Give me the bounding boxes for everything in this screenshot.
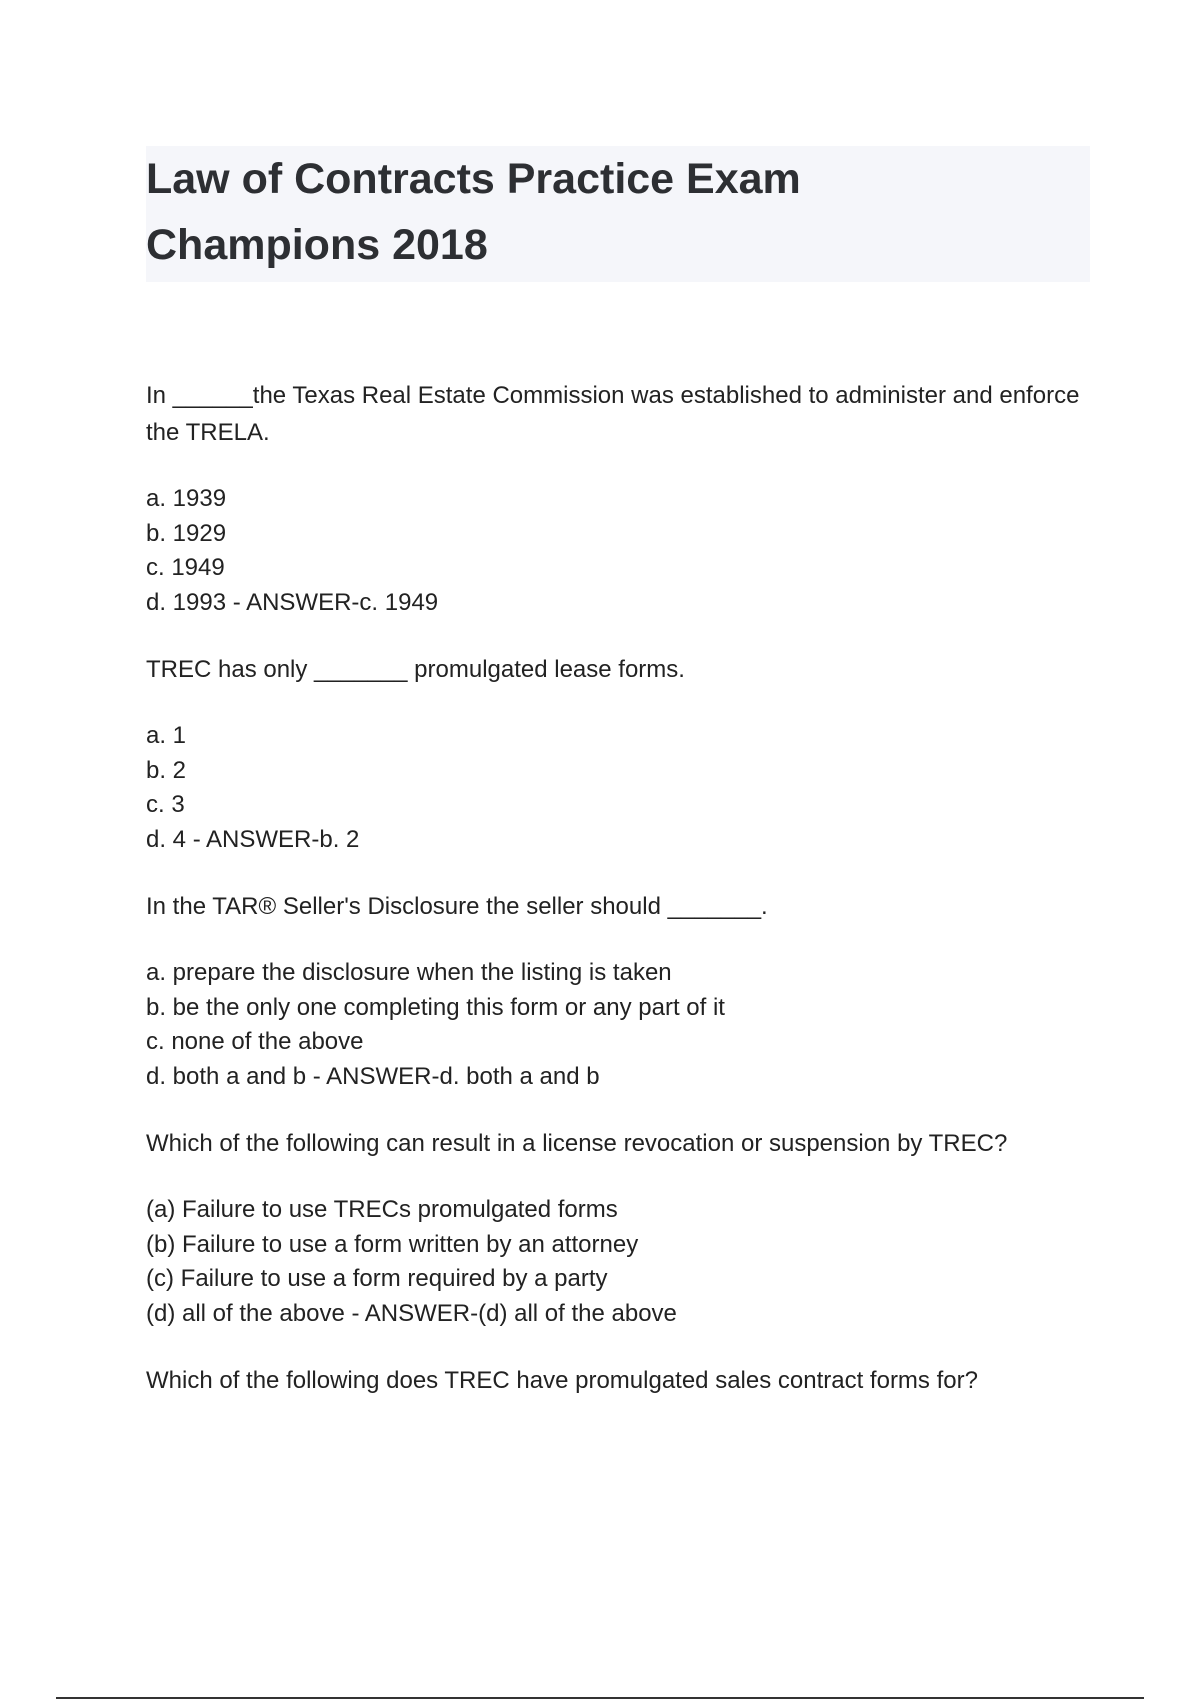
answer-option: b. 2 [146, 756, 187, 784]
question-block [146, 1125, 1090, 1331]
question-text: TREC has only _______ promulgated lease forms. [146, 656, 685, 683]
answer-options [146, 1193, 1090, 1331]
question-list [146, 377, 1090, 1430]
answer-options [146, 956, 1090, 1094]
answer-option: c. none of the above [146, 1028, 364, 1055]
question-block [146, 888, 1090, 1094]
answer-option: (a) Failure to use TRECs promulgated forms [146, 1196, 618, 1223]
question-text: Which of the following does TREC have promulgated sales contract forms for? [146, 1367, 978, 1394]
answer-option: c. 3 [146, 791, 185, 818]
answer-option: d. both a and b - ANSWER-d. both a and b [146, 1062, 600, 1090]
title-line-2: Champions 2018 [146, 221, 488, 269]
answer-option: a. 1 [146, 722, 187, 749]
answer-option: d. 4 - ANSWER-b. 2 [146, 825, 360, 853]
answer-option: (d) all of the above - ANSWER-(d) all of the above [146, 1299, 677, 1327]
answer-option: c. 1949 [146, 554, 225, 581]
answer-option: a. prepare the disclosure when the listing is taken [146, 959, 672, 986]
title-line-1: Law of Contracts Practice Exam [146, 155, 801, 203]
answer-option: (b) Failure to use a form written by an attorney [146, 1230, 639, 1258]
answer-option: b. be the only one completing this form or any part of it [146, 993, 725, 1021]
question-text: In ______the Texas Real Estate Commission was established to administer and enforce the TRELA. [146, 382, 1080, 446]
page-bottom-divider [56, 1697, 1144, 1699]
question-text: Which of the following can result in a license revocation or suspension by TREC? [146, 1130, 1008, 1157]
answer-options [146, 482, 1090, 620]
answer-option: b. 1929 [146, 519, 227, 547]
question-block [146, 1362, 1090, 1399]
question-block [146, 377, 1090, 620]
document-title [146, 146, 1090, 282]
answer-option: (c) Failure to use a form required by a party [146, 1265, 608, 1292]
answer-option: d. 1993 - ANSWER-c. 1949 [146, 588, 439, 616]
answer-option: a. 1939 [146, 485, 227, 512]
question-text: In the TAR® Seller's Disclosure the seller should _______. [146, 893, 768, 920]
answer-options [146, 719, 1090, 857]
question-block [146, 651, 1090, 857]
